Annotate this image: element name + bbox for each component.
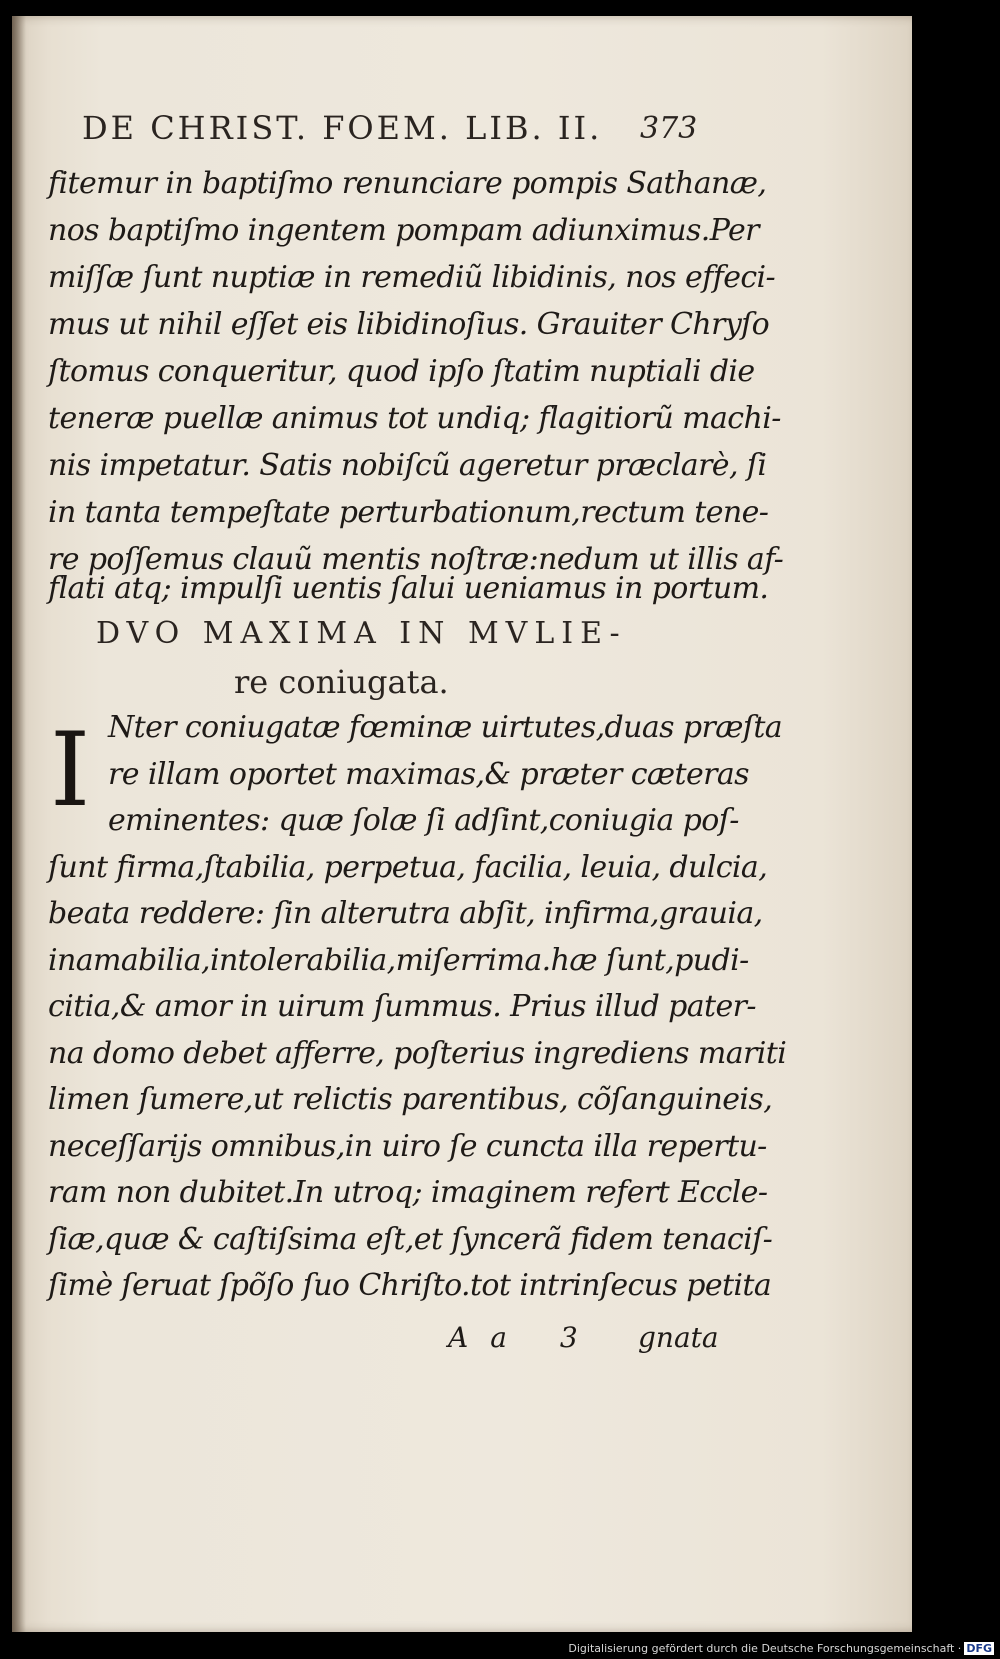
text-line: teneræ puellæ animus tot undiq; flagitiorũ machi- (48, 401, 781, 436)
text-line: Nter coniugatæ fœminæ uirtutes,duas præſta (108, 710, 783, 745)
credit-text: Digitalisierung gefördert durch die Deutsche Forschungsgemeinschaft · (568, 1642, 962, 1655)
text-line: limen ſumere,ut relictis parentibus, cõſanguineis, (48, 1082, 773, 1117)
text-line: mus ut nihil eſſet eis libidinoſius. Grauiter Chryſo (48, 307, 770, 342)
text-line: re illam oportet maximas,& præter cæteras (108, 756, 749, 792)
running-head: DE CHRIST. FOEM. LIB. II. (82, 109, 603, 147)
text-line: nos baptiſmo ingentem pompam adiunximus.Per (48, 213, 759, 248)
text-line: inamabilia,intolerabilia,miſerrima.hæ ſunt,pudi- (48, 942, 749, 978)
section-heading: DVO MAXIMA IN MVLIE- (96, 616, 627, 651)
dfg-logo: DFG (966, 1642, 992, 1655)
digitization-credit (568, 1642, 994, 1655)
text-line: ſunt firma,ſtabilia, perpetua, facilia, leuia, dulcia, (48, 849, 768, 885)
signature-mark: Aa 3 (448, 1321, 600, 1354)
text-line: ſtomus conqueritur, quod ipſo ſtatim nuptiali die (48, 354, 755, 389)
text-line: neceſſarijs omnibus,in uiro ſe cuncta illa repertu- (48, 1128, 767, 1164)
catchword: gnata (638, 1321, 719, 1354)
text-line: beata reddere: ſin alterutra abſit, infirma,grauia, (48, 896, 763, 931)
gutter-shadow (12, 16, 26, 1632)
page-number: 373 (640, 111, 698, 146)
text-line: na domo debet afferre, poſterius ingrediens mariti (48, 1035, 787, 1071)
text-line: in tanta tempeſtate perturbationum,rectum tene- (48, 495, 769, 530)
text-line: miſſæ ſunt nuptiæ in remediũ libidinis, nos effeci- (48, 260, 776, 295)
text-line: citia,& amor in uirum ſummus. Prius illud pater- (48, 989, 756, 1024)
text-line: flati atq; impulſi uentis ſalui ueniamus in portum. (48, 571, 769, 606)
text-line: re poſſemus clauũ mentis noſtræ:nedum ut illis af- (48, 542, 784, 577)
text-line: fitemur in baptiſmo renunciare pompis Sathanæ, (48, 166, 767, 201)
text-line: ſimè ſeruat ſpõſo ſuo Chriſto.tot intrinſecus petita (48, 1268, 772, 1303)
text-line: nis impetatur. Satis nobiſcũ ageretur præclarè, ſi (48, 448, 767, 483)
book-page (12, 16, 912, 1632)
text-line: ram non dubitet.In utroq; imaginem refert Eccle- (48, 1175, 768, 1210)
section-heading-continued: re coniugata. (234, 663, 449, 701)
text-line: eminentes: quæ ſolæ ſi adſint,coniugia poſ- (108, 803, 739, 838)
text-line: ſiæ,quæ & caſtiſsima eſt,et ſyncerã fidem tenaciſ- (48, 1221, 773, 1257)
drop-cap: I (50, 711, 91, 830)
